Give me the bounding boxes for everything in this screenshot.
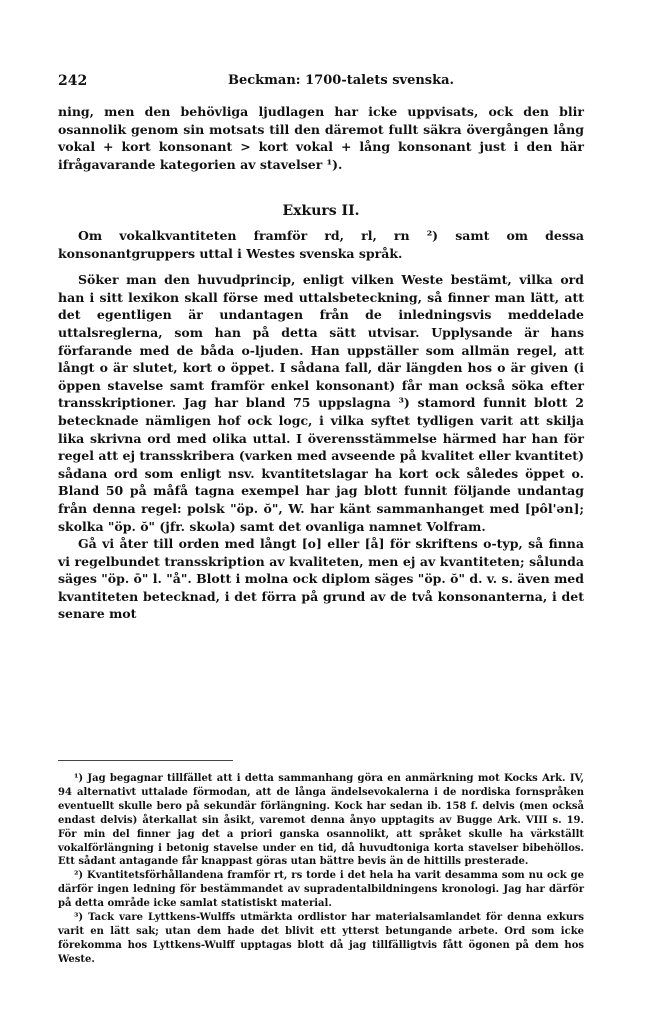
continuation-paragraph: ning, men den behövliga ljudlagen har icke uppvisats, ock den blir osannolik genom sin motsats till den däremot fullt säkra övergången lång vokal + kort konsonant > kort vokal + lång konsonant just i den här ifrågavarande kategorien av stavelser ¹). [58, 104, 584, 172]
exkurs-paragraph-2: Gå vi åter till orden med långt [o] eller [å] för skriftens o-typ, så finna vi regelbundet transskription av kvaliteten, men ej av kvantiteten; sålunda säges "öp. ō" l. "å". Blott i molna ock diplom säges "öp. ŏ" d. v. s. även med kvantiteten betecknad, i det förra på grund av de två konsonanterna, i det senare mot [58, 536, 584, 622]
running-title: Beckman: 1700-talets svenska. [228, 73, 455, 88]
continuation-block [58, 103, 584, 173]
exkurs-subtitle: Om vokalkvantiteten framför rd, rl, rn ²) samt om dessa konsonantgruppers uttal i Westes svenska språk. [58, 228, 584, 261]
footnote-3: ³) Tack vare Lyttkens-Wulffs utmärkta ordlistor har materialsamlandet för denna exkurs varit en lätt sak; utan dem hade det blivit ett ytterst betungande arbete. Ord som icke förekomma hos Lyttkens-Wulff upptagas blott då jag tillfälligtvis fått ögonen på dem hos Weste. [58, 912, 584, 965]
footnote-separator [58, 760, 233, 761]
footnotes [58, 772, 584, 967]
exkurs-heading: Exkurs II. [282, 203, 360, 219]
page-number: 242 [58, 73, 88, 89]
exkurs-paragraph-1: Söker man den huvudprincip, enligt vilken Weste bestämt, vilka ord han i sitt lexikon skall förse med uttalsbeteckning, så finner man lätt, att det egentligen är undantagen från de inledningsvis meddelade uttalsreglerna, som han på detta sätt utvisar. Upplysande är hans förfarande med de båda o-ljuden. Han uppställer som allmän regel, att långt o är slutet, kort o öppet. I sådana fall, där längden hos o är given (i öppen stavelse samt framför enkel konsonant) får man också söka efter transskriptioner. Jag har bland 75 uppslagna ³) stamord funnit blott 2 betecknade nämligen hof ock logc, i vilka syftet tydligen varit att skilja lika skrivna ord med olika uttal. I överensstämmelse härmed har han för regel att ej transskribera (varken med avseende på kvalitet eller kvantitet) sådana ord som enligt nsv. kvantitetslagar ha kort ock således öppet o. Bland 50 på måfå tagna exempel har jag blott funnit följande undantag från denna regel: polsk "öp. ŏ", W. har känt sammanhanget med [pôl'ən]; skolka "öp. ŏ" (jfr. skωla) samt det ovanliga namnet Volfram. [58, 272, 584, 534]
footnote-2: ²) Kvantitetsförhållandena framför rt, rs torde i det hela ha varit desamma som nu ock ge därför ingen ledning för bestämmandet av supradentalbildningens kronologi. Jag har därför på detta område icke samlat statistiskt material. [58, 870, 584, 910]
footnote-1: ¹) Jag begagnar tillfället att i detta sammanhang göra en anmärkning mot Kocks Ark. IV, 94 alternativt uttalade förmodan, att de långa ändelsevokalerna i de nordiska fornspråken eventuellt skulle bero på sekundär förlängning. Kock har sedan ib. 158 f. delvis (men också endast delvis) återkallat sin åsikt, varemot denna ånyo upptagits av Bugge Ark. VIII s. 19. För min del finner jag det a priori ganska osannolikt, att språket skulle ha värkställt vokalförlängning i betonig stavelse under en tid, då huvudtoniga korta stavelser bibehöllos. Ett sådant antagande får knappast göras utan bättre bevis än de hittills presterade. [58, 773, 584, 868]
page-header [58, 73, 584, 93]
exkurs-body [58, 227, 584, 623]
